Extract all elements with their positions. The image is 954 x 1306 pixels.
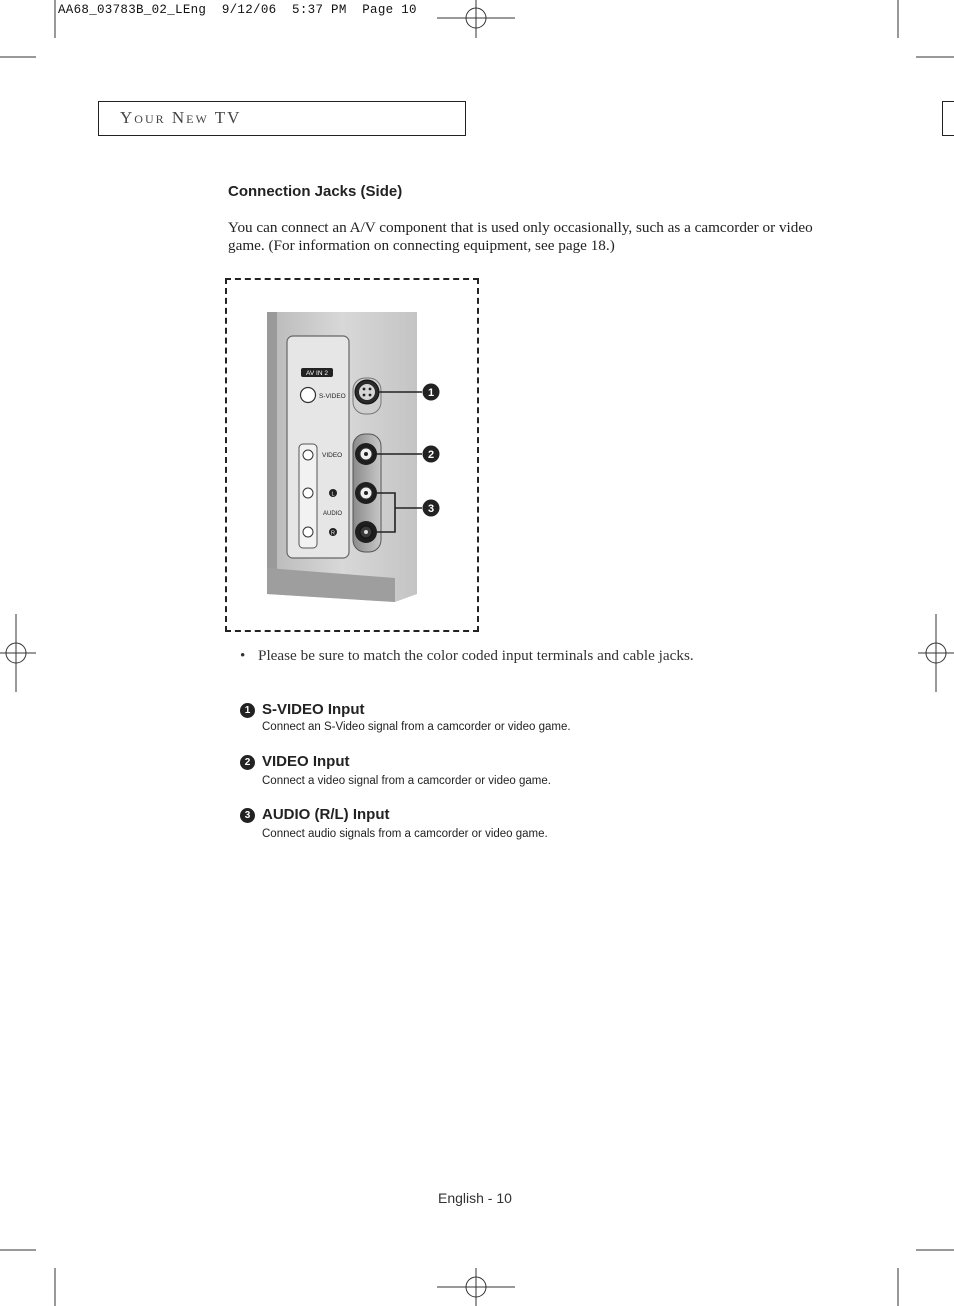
item-desc-svideo: Connect an S-Video signal from a camcorder or video game. [262,721,571,733]
item-desc-audio: Connect audio signals from a camcorder or video game. [262,828,548,840]
side-tab-marker [942,101,954,136]
page-footer: English - 10 [438,1190,512,1206]
callout-3: 3 [427,503,435,515]
callout-2: 2 [427,449,435,461]
bullet-icon: • [240,647,246,664]
item-desc-video: Connect a video signal from a camcorder or video game. [262,775,551,787]
left-audio-label: L [331,491,335,498]
av-in-2-label: AV IN 2 [306,370,328,377]
item-number-2: 2 [240,755,255,770]
item-title-svideo: S-VIDEO Input [262,701,365,718]
video-panel-label: VIDEO [322,452,343,459]
print-slug: AA68_03783B_02_LEng 9/12/06 5:37 PM Page 10 [58,3,417,17]
section-heading: Connection Jacks (Side) [228,183,403,200]
svideo-panel-label: S-VIDEO [319,393,346,400]
color-match-note [240,647,694,665]
tv-side-panel-illustration [225,278,479,632]
note-text: Please be sure to match the color coded input terminals and cable jacks. [258,647,694,664]
intro-paragraph: You can connect an A/V component that is used only occasionally, such as a camcorder or video game. (For information on connecting equipment, see page 18.) [228,219,813,254]
audio-panel-label: AUDIO [323,511,343,517]
item-title-video: VIDEO Input [262,753,350,770]
callout-1: 1 [427,387,435,399]
right-audio-label: R [331,530,335,537]
item-number-1: 1 [240,703,255,718]
page-header-title: Your New TV [120,108,242,127]
item-number-3: 3 [240,808,255,823]
item-title-audio: AUDIO (R/L) Input [262,806,390,823]
